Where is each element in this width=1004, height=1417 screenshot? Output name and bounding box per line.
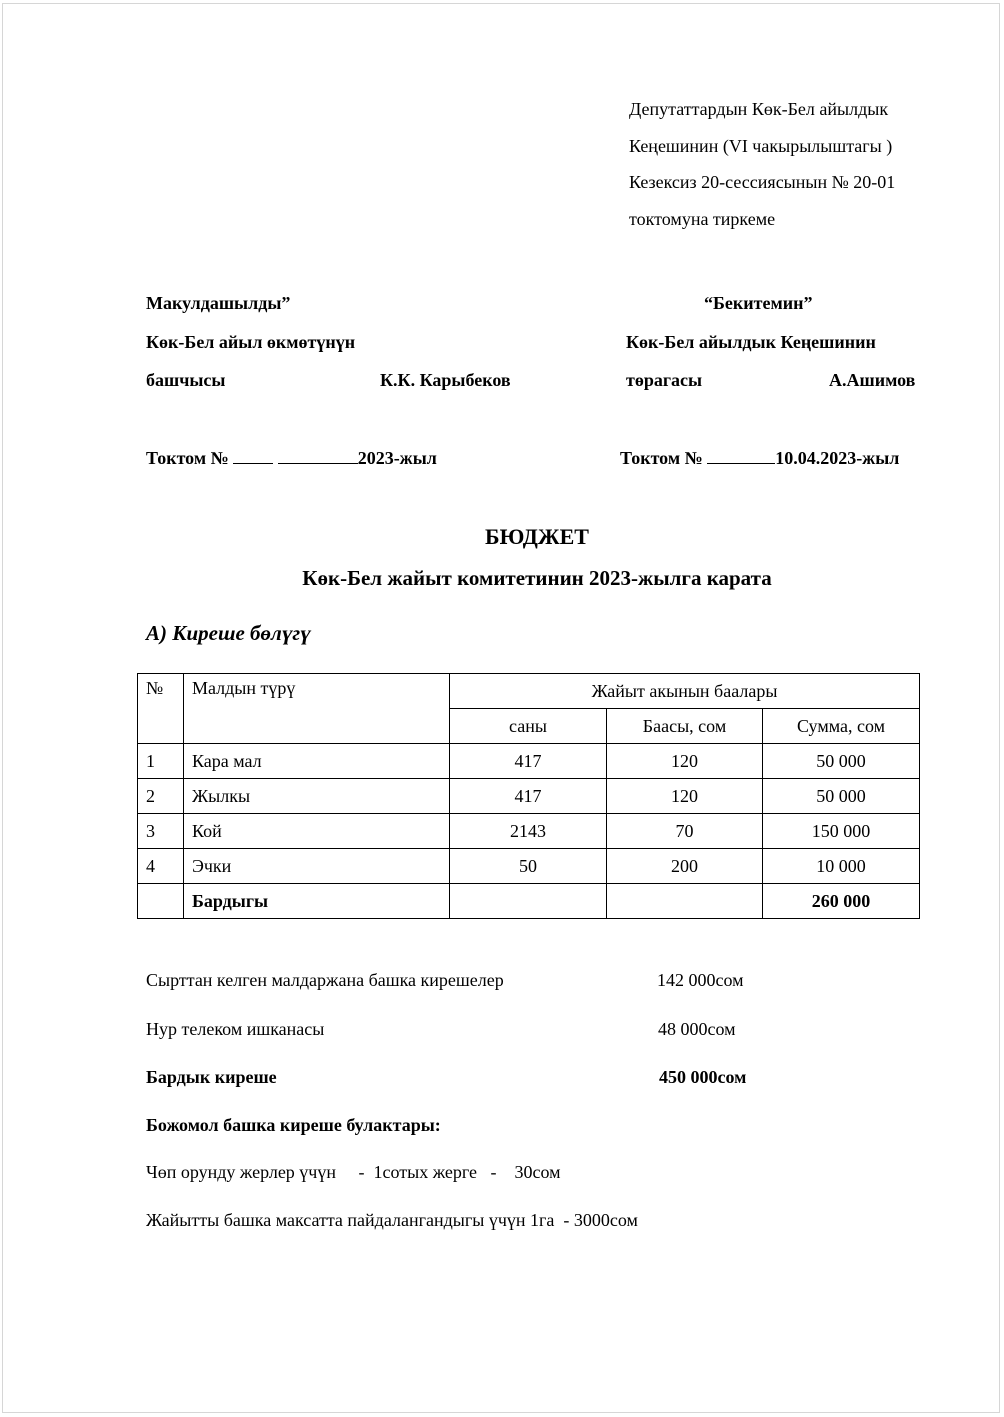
row-sum: 10 000 <box>763 849 920 884</box>
row-count: 417 <box>450 744 607 779</box>
row-type: Кара мал <box>184 744 450 779</box>
decree-number-blank <box>707 447 775 464</box>
table-row <box>138 849 920 884</box>
row-price: 70 <box>607 814 763 849</box>
total-label: Бардыгы <box>184 884 450 919</box>
approval-right-decree-date: 10.04.2023-жыл <box>775 448 900 468</box>
table-header-row <box>138 674 920 709</box>
row-price: 120 <box>607 744 763 779</box>
approval-left-decree <box>146 447 437 469</box>
expected-hay-line: Чөп орунду жерлер үчүн - 1сотых жерге - 30сом <box>146 1162 561 1182</box>
approval-right-position: төрагасы <box>626 370 703 390</box>
budget-table <box>137 673 920 919</box>
expected-other-use-line: Жайытты башка максатта пайдалангандыгы үчүн 1га - 3000сом <box>146 1210 638 1230</box>
row-sum: 150 000 <box>763 814 920 849</box>
total-no <box>138 884 184 919</box>
header-price: Баасы, сом <box>607 709 763 744</box>
expected-heading: Божомол башка киреше булактары: <box>146 1115 441 1135</box>
table-row <box>138 814 920 849</box>
income-telecom-label: Нур телеком ишканасы <box>146 1019 325 1039</box>
row-count: 2143 <box>450 814 607 849</box>
document-title: БЮДЖЕТ <box>485 524 589 549</box>
table-total-row <box>138 884 920 919</box>
attachment-line-1: Депутаттардын Көк-Бел айылдык <box>629 99 889 119</box>
table-row <box>138 744 920 779</box>
attachment-line-2: Кеңешинин (VI чакырылыштагы ) <box>629 136 893 156</box>
row-price: 120 <box>607 779 763 814</box>
row-type: Жылкы <box>184 779 450 814</box>
attachment-line-4: токтомуна тиркеме <box>629 209 776 229</box>
income-other-value: 142 000сом <box>657 970 744 990</box>
row-count: 50 <box>450 849 607 884</box>
approval-left-decree-prefix: Токтом № <box>146 448 229 468</box>
header-type: Малдын түрү <box>184 674 450 744</box>
income-other-label: Сырттан келген малдаржана башка кирешелер <box>146 970 504 990</box>
approval-right-decree <box>620 447 899 469</box>
row-no: 2 <box>138 779 184 814</box>
table-row <box>138 779 920 814</box>
header-group: Жайыт акынын баалары <box>450 674 920 709</box>
approval-left-org: Көк-Бел айыл өкмөтүнүн <box>146 332 356 352</box>
approval-right-decree-prefix: Токтом № <box>620 448 703 468</box>
decree-number-blank <box>233 447 273 464</box>
section-a-heading: А) Кирешe бөлүгү <box>146 621 311 645</box>
header-count: саны <box>450 709 607 744</box>
row-price: 200 <box>607 849 763 884</box>
header-no: № <box>138 674 184 744</box>
document-subtitle: Көк-Бел жайыт комитетинин 2023-жылга карата <box>302 566 772 590</box>
approval-left-position: башчысы <box>146 370 226 390</box>
row-type: Кой <box>184 814 450 849</box>
row-no: 3 <box>138 814 184 849</box>
approval-right-title: “Бекитемин” <box>704 293 813 313</box>
approval-right-person: А.Ашимов <box>829 370 916 390</box>
income-total-label: Бардык киреше <box>146 1067 277 1087</box>
row-type: Эчки <box>184 849 450 884</box>
approval-left-title: Макулдашылды” <box>146 293 291 313</box>
attachment-line-3: Кезексиз 20-сессиясынын № 20-01 <box>629 172 896 192</box>
row-sum: 50 000 <box>763 744 920 779</box>
income-telecom-value: 48 000сом <box>658 1019 736 1039</box>
approval-left-decree-year: 2023-жыл <box>357 448 437 468</box>
row-no: 4 <box>138 849 184 884</box>
decree-date-blank <box>278 447 358 464</box>
approval-right-org: Көк-Бел айылдык Кеңешинин <box>626 332 876 352</box>
total-sum: 260 000 <box>763 884 920 919</box>
approval-left-person: К.К. Карыбеков <box>380 370 511 390</box>
income-total-value: 450 000сом <box>659 1067 747 1087</box>
header-sum: Сумма, сом <box>763 709 920 744</box>
row-count: 417 <box>450 779 607 814</box>
total-price <box>607 884 763 919</box>
total-count <box>450 884 607 919</box>
row-sum: 50 000 <box>763 779 920 814</box>
row-no: 1 <box>138 744 184 779</box>
